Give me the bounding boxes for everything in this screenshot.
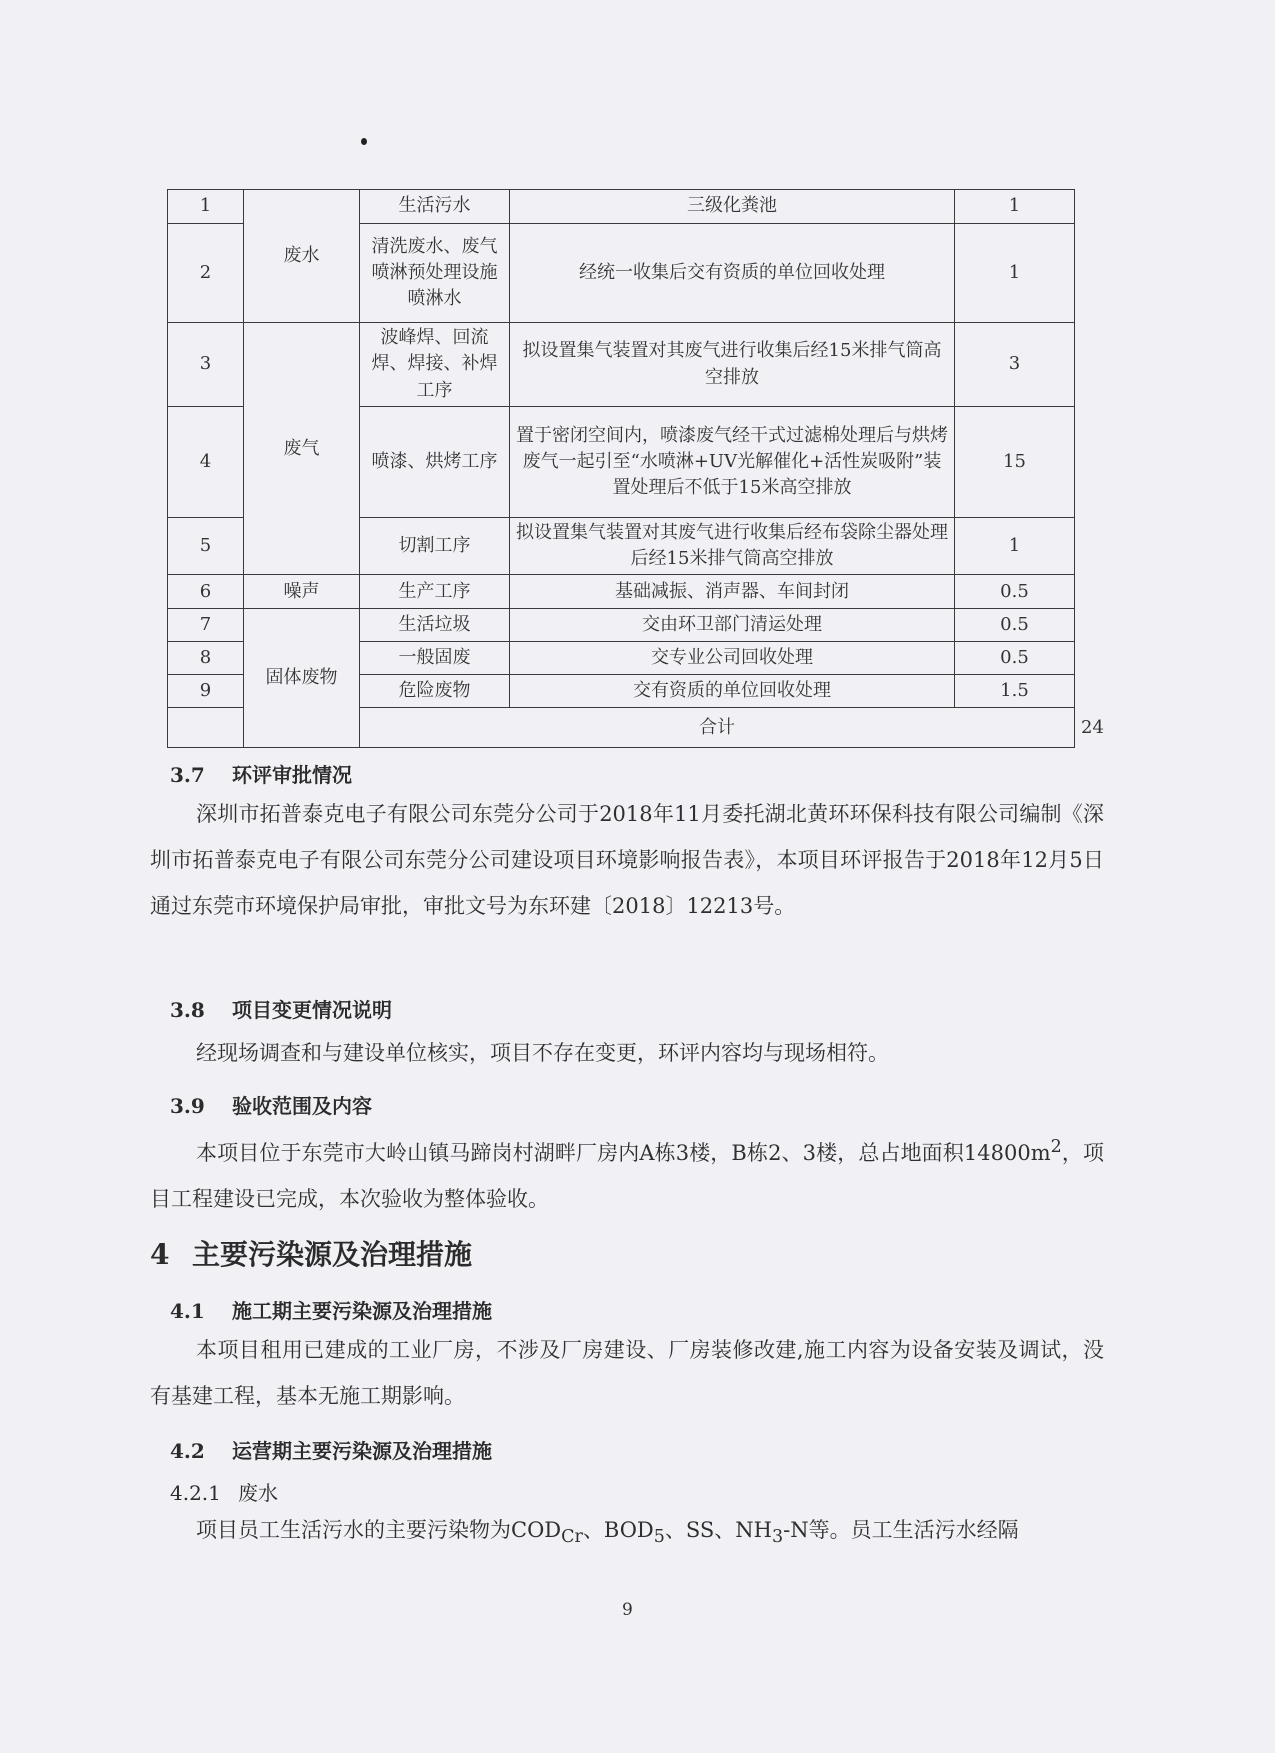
amount-cell: 15 <box>955 407 1075 518</box>
row-number: 1 <box>168 190 244 224</box>
section-number: 3.9 <box>170 1094 205 1118</box>
amount-cell: 1.5 <box>955 675 1075 708</box>
amount-cell: 1 <box>955 224 1075 323</box>
subsection-number: 4.2.1 <box>170 1481 221 1505</box>
subscript-5: 5 <box>653 1527 665 1548</box>
amount-cell: 0.5 <box>955 642 1075 675</box>
subscript-3: 3 <box>772 1527 784 1548</box>
source-cell: 清洗废水、废气喷淋预处理设施喷淋水 <box>360 224 510 323</box>
paragraph-3-8: 经现场调查和与建设单位核实，项目不存在变更，环评内容均与现场相符。 <box>196 1041 889 1065</box>
total-label: 合计 <box>360 708 1075 748</box>
table-row <box>168 323 1075 407</box>
table-total-row: 合计 24 <box>168 708 1075 748</box>
measure-cell: 三级化粪池 <box>510 190 955 224</box>
section-title: 环评审批情况 <box>232 763 352 787</box>
source-cell: 生活垃圾 <box>360 609 510 642</box>
measure-cell: 拟设置集气装置对其废气进行收集后经布袋除尘器处理后经15米排气筒高空排放 <box>510 518 955 575</box>
row-number: 5 <box>168 518 244 575</box>
category-cell: 噪声 <box>244 575 360 609</box>
section-title: 施工期主要污染源及治理措施 <box>232 1299 492 1323</box>
table-row <box>168 575 1075 609</box>
page-number: 9 <box>622 1600 633 1620</box>
row-number: 6 <box>168 575 244 609</box>
row-number: 2 <box>168 224 244 323</box>
amount-cell: 3 <box>955 323 1075 407</box>
category-cell: 废气 <box>244 323 360 575</box>
amount-cell: 1 <box>955 190 1075 224</box>
measure-cell: 经统一收集后交有资质的单位回收处理 <box>510 224 955 323</box>
section-heading-3-7 <box>170 759 352 788</box>
row-number: 7 <box>168 609 244 642</box>
source-cell: 生产工序 <box>360 575 510 609</box>
section-title: 运营期主要污染源及治理措施 <box>232 1439 492 1463</box>
section-title: 项目变更情况说明 <box>232 998 392 1022</box>
category-cell: 废水 <box>244 190 360 323</box>
wastewater-text: 、SS、NH <box>664 1518 772 1542</box>
row-number: 3 <box>168 323 244 407</box>
subscript-cr: Cr <box>561 1527 583 1548</box>
ink-dot <box>361 138 367 145</box>
subsection-title: 废水 <box>238 1481 278 1505</box>
source-cell: 生活污水 <box>360 190 510 224</box>
row-number: 8 <box>168 642 244 675</box>
area-superscript: 2 <box>1050 1137 1062 1157</box>
amount-cell: 1 <box>955 518 1075 575</box>
paragraph-3-7: 深圳市拓普泰克电子有限公司东莞分公司于2018年11月委托湖北黄环环保科技有限公司编制《深圳市拓普泰克电子有限公司东莞分公司建设项目环境影响报告表》，本项目环评报告于2018年12月5日通过东莞市环境保护局审批，审批文号为东环建〔2018〕12213号。 <box>150 802 1104 918</box>
section-number: 3.8 <box>170 998 205 1022</box>
source-cell: 喷漆、烘烤工序 <box>360 407 510 518</box>
wastewater-text: -N等。员工生活污水经隔 <box>783 1518 1019 1542</box>
category-cell: 固体废物 <box>244 609 360 748</box>
section-number: 3.7 <box>170 763 205 787</box>
source-cell: 切割工序 <box>360 518 510 575</box>
measure-cell: 置于密闭空间内，喷漆废气经干式过滤棉处理后与烘烤废气一起引至“水喷淋+UV光解催化+活性炭吸附”装置处理后不低于15米高空排放 <box>510 407 955 518</box>
row-number: 4 <box>168 407 244 518</box>
measure-cell: 拟设置集气装置对其废气进行收集后经15米排气筒高空排放 <box>510 323 955 407</box>
amount-cell: 0.5 <box>955 575 1075 609</box>
total-blank-cell <box>168 708 244 748</box>
table-row <box>168 609 1075 642</box>
measure-cell: 基础减振、消声器、车间封闭 <box>510 575 955 609</box>
measure-cell: 交由环卫部门清运处理 <box>510 609 955 642</box>
scope-text: 本项目位于东莞市大岭山镇马蹄岗村湖畔厂房内A栋3楼，B栋2、3楼，总占地面积14800m <box>196 1141 1051 1165</box>
measure-cell: 交专业公司回收处理 <box>510 642 955 675</box>
wastewater-text: 、BOD <box>582 1518 654 1542</box>
section-heading-4-2 <box>170 1435 492 1464</box>
paragraph-4-2-1 <box>150 1507 1104 1560</box>
chapter-number: 4 <box>150 1238 170 1271</box>
source-cell: 波峰焊、回流焊、焊接、补焊工序 <box>360 323 510 407</box>
subsection-heading-4-2-1 <box>170 1477 278 1506</box>
paragraph-3-9 <box>150 1124 1104 1222</box>
table-row <box>168 190 1075 224</box>
section-number: 4.1 <box>170 1299 205 1323</box>
section-number: 4.2 <box>170 1439 205 1463</box>
scope-text-end: ，项目工程建设已完成，本次验收为整体验收。 <box>150 1141 1104 1211</box>
section-heading-3-8 <box>170 994 392 1023</box>
pollution-control-table <box>167 189 1104 748</box>
paragraph-4-1: 本项目租用已建成的工业厂房，不涉及厂房建设、厂房装修改建,施工内容为设备安装及调试，没有基建工程，基本无施工期影响。 <box>150 1338 1104 1408</box>
wastewater-text: 项目员工生活污水的主要污染物为COD <box>196 1518 562 1542</box>
section-heading-3-9 <box>170 1090 372 1119</box>
section-heading-4-1 <box>170 1295 492 1324</box>
source-cell: 一般固废 <box>360 642 510 675</box>
amount-cell: 0.5 <box>955 609 1075 642</box>
chapter-title: 主要污染源及治理措施 <box>192 1238 473 1271</box>
row-number: 9 <box>168 675 244 708</box>
section-title: 验收范围及内容 <box>232 1094 372 1118</box>
measure-cell: 交有资质的单位回收处理 <box>510 675 955 708</box>
source-cell: 危险废物 <box>360 675 510 708</box>
chapter-heading-4 <box>150 1233 472 1273</box>
